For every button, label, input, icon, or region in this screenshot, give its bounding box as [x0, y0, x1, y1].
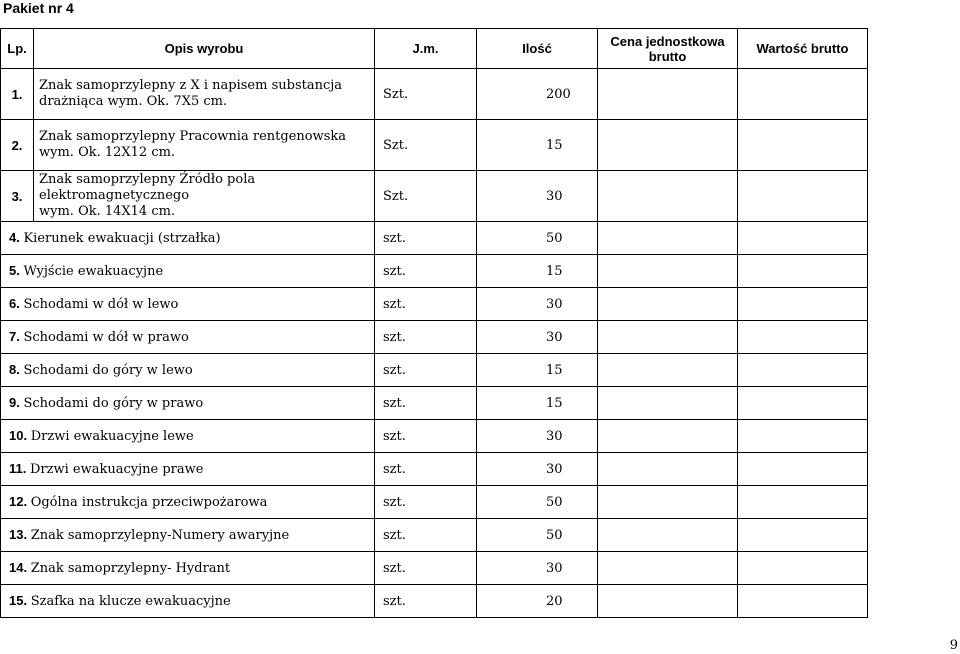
row-cena	[598, 222, 738, 255]
row-lp: 3.	[1, 171, 34, 222]
row-lp-opis	[1, 321, 375, 354]
row-opis-line1: Znak samoprzylepny Pracownia rentgenowska	[39, 129, 346, 144]
row-wartosc	[738, 519, 868, 552]
row-jm: szt.	[375, 222, 477, 255]
row-ilosc: 30	[477, 288, 598, 321]
row-jm: szt.	[375, 486, 477, 519]
row-ilosc: 20	[477, 585, 598, 618]
row-ilosc: 15	[477, 120, 598, 171]
row-wartosc	[738, 387, 868, 420]
table-row	[1, 420, 868, 453]
row-cena	[598, 120, 738, 171]
row-cena	[598, 387, 738, 420]
row-opis: Schodami do góry w prawo	[23, 396, 204, 411]
row-jm: szt.	[375, 453, 477, 486]
row-lp: 6.	[9, 296, 20, 311]
row-cena	[598, 486, 738, 519]
row-opis	[34, 120, 375, 171]
row-jm: Szt.	[375, 120, 477, 171]
row-lp: 5.	[9, 263, 20, 278]
table-row	[1, 321, 868, 354]
table-row	[1, 519, 868, 552]
row-cena	[598, 519, 738, 552]
row-jm: szt.	[375, 354, 477, 387]
table-row	[1, 222, 868, 255]
row-lp: 9.	[9, 395, 20, 410]
row-wartosc	[738, 288, 868, 321]
row-opis: Kierunek ewakuacji (strzałka)	[23, 231, 221, 246]
row-opis: Schodami w dół w lewo	[23, 297, 179, 312]
row-opis: Drzwi ewakuacyjne prawe	[29, 462, 204, 477]
table-row	[1, 585, 868, 618]
row-wartosc	[738, 120, 868, 171]
row-lp: 1.	[1, 69, 34, 120]
row-lp: 15.	[9, 593, 28, 608]
table-row	[1, 69, 868, 120]
row-jm: szt.	[375, 519, 477, 552]
row-wartosc	[738, 453, 868, 486]
header-cena-line2: brutto	[648, 48, 687, 64]
row-cena	[598, 585, 738, 618]
row-lp-opis	[1, 552, 375, 585]
row-lp: 4.	[9, 230, 20, 245]
row-opis-line1: Znak samoprzylepny Źródło pola elektromagnetycznego	[39, 172, 256, 203]
row-opis: Schodami w dół w prawo	[23, 330, 189, 345]
row-lp-opis	[1, 255, 375, 288]
row-opis: Wyjście ewakuacyjne	[23, 264, 164, 279]
row-lp-opis	[1, 387, 375, 420]
table-row	[1, 171, 868, 222]
row-ilosc: 15	[477, 387, 598, 420]
row-wartosc	[738, 255, 868, 288]
row-ilosc: 50	[477, 486, 598, 519]
table-row	[1, 453, 868, 486]
row-opis: Znak samoprzylepny-Numery awaryjne	[30, 528, 290, 543]
row-wartosc	[738, 354, 868, 387]
row-jm: szt.	[375, 321, 477, 354]
row-cena	[598, 453, 738, 486]
row-ilosc: 50	[477, 222, 598, 255]
row-ilosc: 30	[477, 171, 598, 222]
row-jm: szt.	[375, 585, 477, 618]
row-wartosc	[738, 585, 868, 618]
row-opis: Schodami do góry w lewo	[23, 363, 193, 378]
row-lp: 10.	[9, 428, 28, 443]
header-cena	[598, 29, 738, 69]
row-opis: Szafka na klucze ewakuacyjne	[30, 594, 231, 609]
row-lp-opis	[1, 420, 375, 453]
row-ilosc: 15	[477, 255, 598, 288]
row-wartosc	[738, 171, 868, 222]
row-cena	[598, 321, 738, 354]
row-ilosc: 50	[477, 519, 598, 552]
row-cena	[598, 288, 738, 321]
row-opis	[34, 69, 375, 120]
header-opis: Opis wyrobu	[34, 29, 375, 69]
row-jm: szt.	[375, 288, 477, 321]
row-jm: szt.	[375, 387, 477, 420]
row-opis: Znak samoprzylepny- Hydrant	[30, 561, 231, 576]
page-number: 9	[949, 638, 958, 653]
row-wartosc	[738, 222, 868, 255]
row-opis	[34, 171, 375, 222]
row-lp: 11.	[9, 461, 27, 476]
row-ilosc: 30	[477, 321, 598, 354]
row-ilosc: 30	[477, 552, 598, 585]
row-jm: Szt.	[375, 69, 477, 120]
row-cena	[598, 354, 738, 387]
row-lp-opis	[1, 453, 375, 486]
row-ilosc: 30	[477, 420, 598, 453]
row-jm: szt.	[375, 552, 477, 585]
table-row	[1, 387, 868, 420]
row-opis-line2: drażniąca wym. Ok. 7X5 cm.	[39, 94, 228, 109]
row-lp: 8.	[9, 362, 20, 377]
row-lp-opis	[1, 585, 375, 618]
row-lp-opis	[1, 222, 375, 255]
row-lp-opis	[1, 288, 375, 321]
table-row	[1, 120, 868, 171]
table-row	[1, 288, 868, 321]
row-lp: 12.	[9, 494, 28, 509]
table-row	[1, 255, 868, 288]
row-opis: Ogólna instrukcja przeciwpożarowa	[30, 495, 268, 510]
row-wartosc	[738, 420, 868, 453]
page-title: Pakiet nr 4	[3, 0, 74, 16]
row-opis: Drzwi ewakuacyjne lewe	[30, 429, 194, 444]
row-wartosc	[738, 552, 868, 585]
table-header-row	[1, 29, 868, 69]
row-lp: 2.	[1, 120, 34, 171]
row-jm: szt.	[375, 420, 477, 453]
row-cena	[598, 420, 738, 453]
row-lp: 13.	[9, 527, 28, 542]
row-ilosc: 15	[477, 354, 598, 387]
table-row	[1, 486, 868, 519]
header-jm: J.m.	[375, 29, 477, 69]
row-jm: szt.	[375, 255, 477, 288]
row-ilosc: 200	[477, 69, 598, 120]
row-jm: Szt.	[375, 171, 477, 222]
header-wartosc: Wartość brutto	[738, 29, 868, 69]
row-lp-opis	[1, 519, 375, 552]
row-opis-line2: wym. Ok. 14X14 cm.	[39, 204, 176, 219]
row-cena	[598, 552, 738, 585]
row-cena	[598, 255, 738, 288]
header-cena-line1: Cena jednostkowa	[610, 33, 725, 49]
row-lp: 14.	[9, 560, 28, 575]
row-lp-opis	[1, 486, 375, 519]
row-cena	[598, 69, 738, 120]
row-opis-line1: Znak samoprzylepny z X i napisem substancja	[39, 78, 343, 93]
row-wartosc	[738, 321, 868, 354]
row-lp-opis	[1, 354, 375, 387]
row-opis-line2: wym. Ok. 12X12 cm.	[39, 145, 176, 160]
row-lp: 7.	[9, 329, 20, 344]
row-wartosc	[738, 69, 868, 120]
row-cena	[598, 171, 738, 222]
row-ilosc: 30	[477, 453, 598, 486]
table-row	[1, 552, 868, 585]
header-lp: Lp.	[1, 29, 34, 69]
table-row	[1, 354, 868, 387]
row-wartosc	[738, 486, 868, 519]
product-table	[0, 28, 868, 618]
header-ilosc: Ilość	[477, 29, 598, 69]
